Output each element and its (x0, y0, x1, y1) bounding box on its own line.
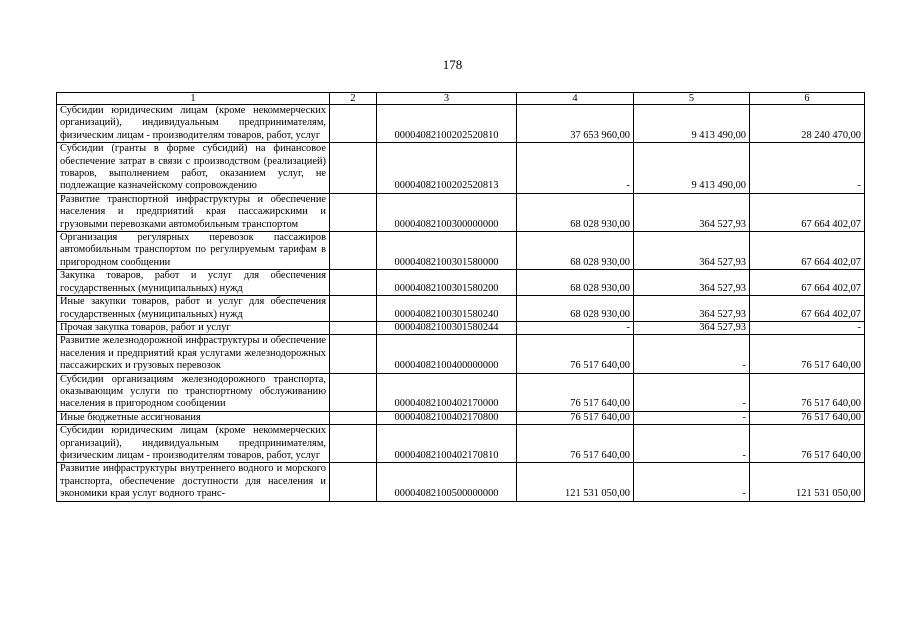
row-col2 (330, 143, 377, 194)
row-value-6: 76 517 640,00 (750, 373, 865, 411)
row-col2 (330, 193, 377, 231)
row-col2 (330, 296, 377, 322)
row-col2 (330, 321, 377, 334)
row-code: 00004082100402170800 (377, 411, 517, 424)
row-code: 00004082100202520813 (377, 143, 517, 194)
row-code: 00004082100301580000 (377, 232, 517, 270)
row-code: 00004082100202520810 (377, 105, 517, 143)
row-code: 00004082100301580244 (377, 321, 517, 334)
table-row (57, 411, 865, 424)
row-value-6: 28 240 470,00 (750, 105, 865, 143)
row-value-4: 76 517 640,00 (517, 373, 634, 411)
row-col2 (330, 270, 377, 296)
row-code: 00004082100402170810 (377, 425, 517, 463)
row-value-5: 9 413 490,00 (634, 105, 750, 143)
row-code: 00004082100400000000 (377, 335, 517, 373)
row-code: 00004082100402170000 (377, 373, 517, 411)
row-name: Организация регулярных перевозок пассажиров автомобильным транспортом по регулируемым тарифам в пригородном сообщении (57, 232, 330, 270)
row-col2 (330, 105, 377, 143)
table-row (57, 105, 865, 143)
row-value-6: - (750, 321, 865, 334)
row-value-6: - (750, 143, 865, 194)
row-code: 00004082100300000000 (377, 193, 517, 231)
column-header: 1 (57, 93, 330, 105)
row-col2 (330, 425, 377, 463)
row-value-4: 68 028 930,00 (517, 270, 634, 296)
row-code: 00004082100301580240 (377, 296, 517, 322)
row-name: Субсидии организациям железнодорожного транспорта, оказывающим услуги по транспортному обслуживанию населения в пригородном сообщении (57, 373, 330, 411)
row-name: Субсидии (гранты в форме субсидий) на финансовое обеспечение затрат в связи с производством (реализацией) товаров, выполнением работ, оказанием услуг, не подлежащие казначейскому сопровождению (57, 143, 330, 194)
row-value-5: - (634, 373, 750, 411)
row-value-5: - (634, 411, 750, 424)
row-value-6: 76 517 640,00 (750, 425, 865, 463)
column-header: 4 (517, 93, 634, 105)
table-row (57, 335, 865, 373)
row-name: Субсидии юридическим лицам (кроме некоммерческих организаций), индивидуальным предпринимателям, физическим лицам - производителям товаров, работ, услуг (57, 105, 330, 143)
table-row (57, 373, 865, 411)
table-row (57, 463, 865, 501)
row-name: Иные закупки товаров, работ и услуг для обеспечения государственных (муниципальных) нужд (57, 296, 330, 322)
column-header: 5 (634, 93, 750, 105)
row-name: Развитие транспортной инфраструктуры и обеспечение населения и предприятий края пассажирскими и грузовыми перевозками автомобильным транспортом (57, 193, 330, 231)
table-row (57, 193, 865, 231)
budget-table (56, 92, 865, 502)
row-value-4: 68 028 930,00 (517, 232, 634, 270)
table-row (57, 270, 865, 296)
row-value-6: 121 531 050,00 (750, 463, 865, 501)
row-value-4: 76 517 640,00 (517, 411, 634, 424)
row-code: 00004082100500000000 (377, 463, 517, 501)
row-col2 (330, 373, 377, 411)
row-value-5: 364 527,93 (634, 296, 750, 322)
row-col2 (330, 335, 377, 373)
row-col2 (330, 232, 377, 270)
row-value-5: - (634, 463, 750, 501)
row-value-6: 76 517 640,00 (750, 411, 865, 424)
row-value-5: - (634, 335, 750, 373)
row-name: Иные бюджетные ассигнования (57, 411, 330, 424)
row-value-5: 364 527,93 (634, 193, 750, 231)
row-name: Развитие железнодорожной инфраструктуры и обеспечение населения и предприятий края услугами железнодорожных пассажирских и грузовых перевозок (57, 335, 330, 373)
row-value-4: - (517, 143, 634, 194)
row-col2 (330, 411, 377, 424)
table-row (57, 321, 865, 334)
row-value-5: 364 527,93 (634, 321, 750, 334)
table-row (57, 232, 865, 270)
row-value-6: 67 664 402,07 (750, 232, 865, 270)
row-name: Закупка товаров, работ и услуг для обеспечения государственных (муниципальных) нужд (57, 270, 330, 296)
row-value-4: 76 517 640,00 (517, 335, 634, 373)
column-header: 2 (330, 93, 377, 105)
table-row (57, 296, 865, 322)
row-value-4: - (517, 321, 634, 334)
table-header-row (57, 93, 865, 105)
row-code: 00004082100301580200 (377, 270, 517, 296)
row-value-4: 37 653 960,00 (517, 105, 634, 143)
column-header: 3 (377, 93, 517, 105)
table-row (57, 143, 865, 194)
row-value-4: 76 517 640,00 (517, 425, 634, 463)
row-value-6: 67 664 402,07 (750, 270, 865, 296)
row-value-6: 67 664 402,07 (750, 296, 865, 322)
row-value-5: 9 413 490,00 (634, 143, 750, 194)
row-value-5: - (634, 425, 750, 463)
row-value-6: 67 664 402,07 (750, 193, 865, 231)
row-col2 (330, 463, 377, 501)
row-value-4: 68 028 930,00 (517, 296, 634, 322)
row-value-6: 76 517 640,00 (750, 335, 865, 373)
row-value-5: 364 527,93 (634, 270, 750, 296)
row-name: Субсидии юридическим лицам (кроме некоммерческих организаций), индивидуальным предпринимателям, физическим лицам - производителям товаров, работ, услуг (57, 425, 330, 463)
row-value-4: 68 028 930,00 (517, 193, 634, 231)
row-value-5: 364 527,93 (634, 232, 750, 270)
page-number: 178 (442, 57, 463, 72)
row-name: Прочая закупка товаров, работ и услуг (57, 321, 330, 334)
table-row (57, 425, 865, 463)
row-name: Развитие инфраструктуры внутреннего водного и морского транспорта, обеспечение доступности для населения и экономики края услуг водного транс- (57, 463, 330, 501)
row-value-4: 121 531 050,00 (517, 463, 634, 501)
column-header: 6 (750, 93, 865, 105)
